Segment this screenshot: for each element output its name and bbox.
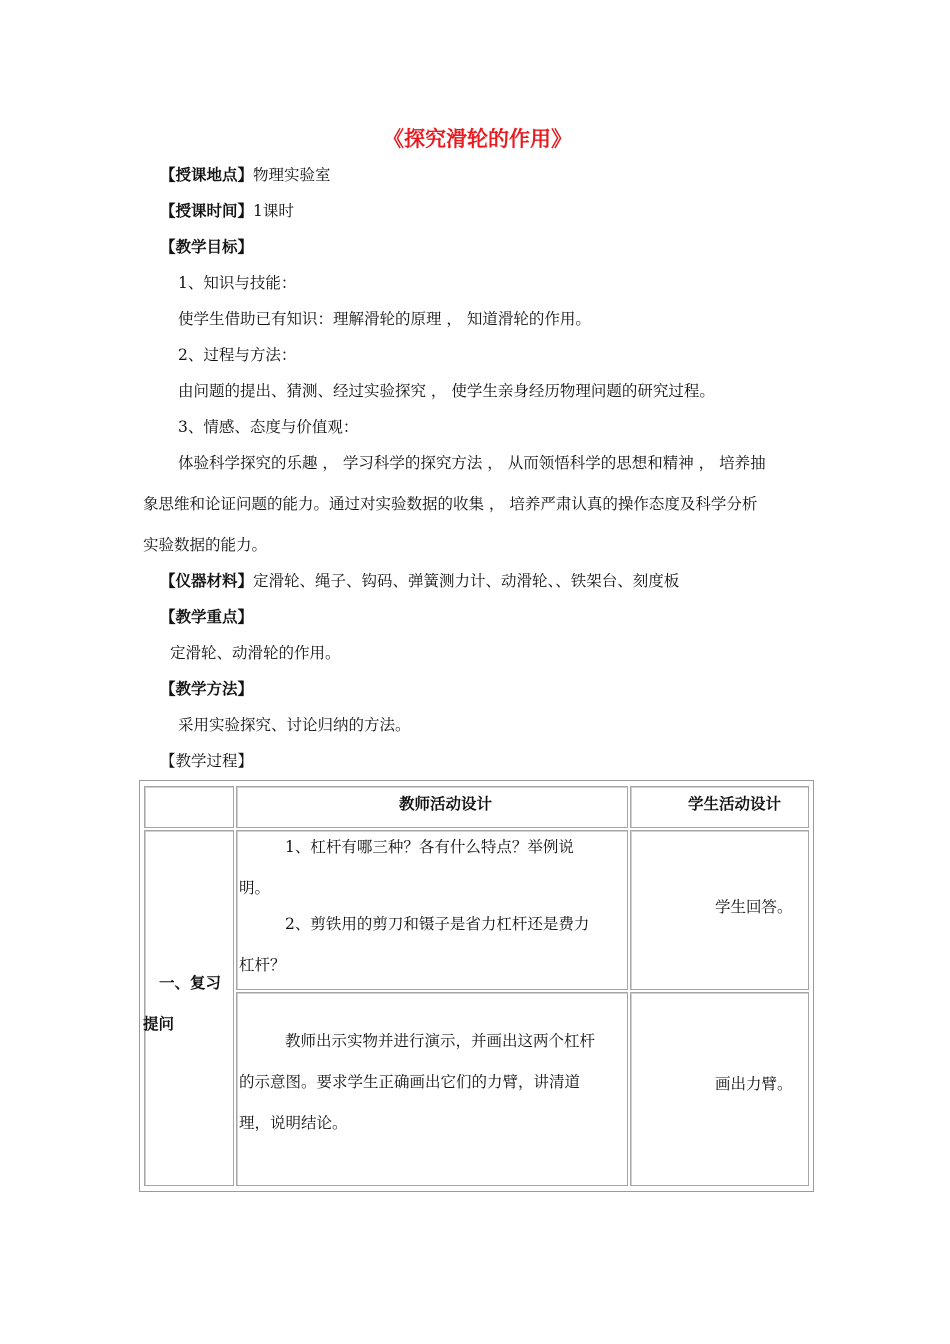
objective-2-text: 由问题的提出、猜测、经过实验探究 ， 使学生亲身经历物理问题的研究过程。 <box>178 382 715 400</box>
materials-label: 【仪器材料】 <box>160 572 254 590</box>
row-1-teacher-line-3: 2、剪铁用的剪刀和镊子是省力杠杆还是费力 <box>285 915 590 933</box>
row-1-teacher-line-2: 明。 <box>239 879 271 897</box>
location-line <box>160 163 331 185</box>
materials-line <box>160 569 679 591</box>
stage-label-line-2: 提问 <box>143 1015 175 1033</box>
process-heading: 【教学过程】 <box>160 752 254 770</box>
objective-3-line-2: 象思维和论证问题的能力。通过对实验数据的收集 ， 培养严肃认真的操作态度及科学分析 <box>143 495 758 513</box>
method-heading: 【教学方法】 <box>160 680 254 698</box>
location-label: 【授课地点】 <box>160 166 254 184</box>
row-1-student-text: 学生回答。 <box>715 898 793 916</box>
row-2-teacher-line-2: 的示意图。要求学生正确画出它们的力臂，讲清道 <box>239 1073 581 1091</box>
header-cell-student <box>630 786 809 828</box>
duration-value: 1课时 <box>253 202 294 220</box>
objectives-heading: 【教学目标】 <box>160 238 254 256</box>
page-title: 《探究滑轮的作用》 <box>383 127 572 151</box>
objective-1-heading: 1、知识与技能： <box>178 274 297 292</box>
key-point-text: 定滑轮、动滑轮的作用。 <box>170 644 341 662</box>
header-cell-teacher <box>236 786 628 828</box>
objective-3-line-3: 实验数据的能力。 <box>143 536 268 554</box>
stage-cell <box>144 830 234 1186</box>
objective-1-text: 使学生借助已有知识：理解滑轮的原理 ， 知道滑轮的作用。 <box>178 310 591 328</box>
stage-label-line-1: 一、复习 <box>159 974 222 992</box>
header-student-label: 学生活动设计 <box>688 795 782 813</box>
location-value: 物理实验室 <box>253 166 331 184</box>
duration-label: 【授课时间】 <box>160 202 254 220</box>
header-cell-stage <box>144 786 234 828</box>
row-1-teacher-line-1: 1、杠杆有哪三种？各有什么特点？举例说 <box>285 838 574 856</box>
table-row-1-student <box>630 830 809 990</box>
method-text: 采用实验探究、讨论归纳的方法。 <box>178 716 411 734</box>
table-row-2-teacher <box>236 992 628 1186</box>
table-row-1-teacher <box>236 830 628 990</box>
table-row-2-student <box>630 992 809 1186</box>
header-teacher-label: 教师活动设计 <box>399 795 493 813</box>
row-2-teacher-line-1: 教师出示实物并进行演示，并画出这两个杠杆 <box>285 1032 596 1050</box>
row-2-student-text: 画出力臂。 <box>715 1075 793 1093</box>
duration-line <box>160 199 294 221</box>
row-1-teacher-line-4: 杠杆？ <box>239 956 286 974</box>
materials-value: 定滑轮、绳子、钩码、弹簧测力计、动滑轮、、铁架台、刻度板 <box>253 572 680 590</box>
objective-2-heading: 2、过程与方法： <box>178 346 297 364</box>
objective-3-line-1: 体验科学探究的乐趣 ， 学习科学的探究方法 ， 从而领悟科学的思想和精神 ， 培养抽 <box>178 454 766 472</box>
key-point-heading: 【教学重点】 <box>160 608 254 626</box>
objective-3-heading: 3、情感、态度与价值观： <box>178 418 359 436</box>
teaching-process-table <box>139 780 814 1192</box>
row-2-teacher-line-3: 理，说明结论。 <box>239 1114 348 1132</box>
